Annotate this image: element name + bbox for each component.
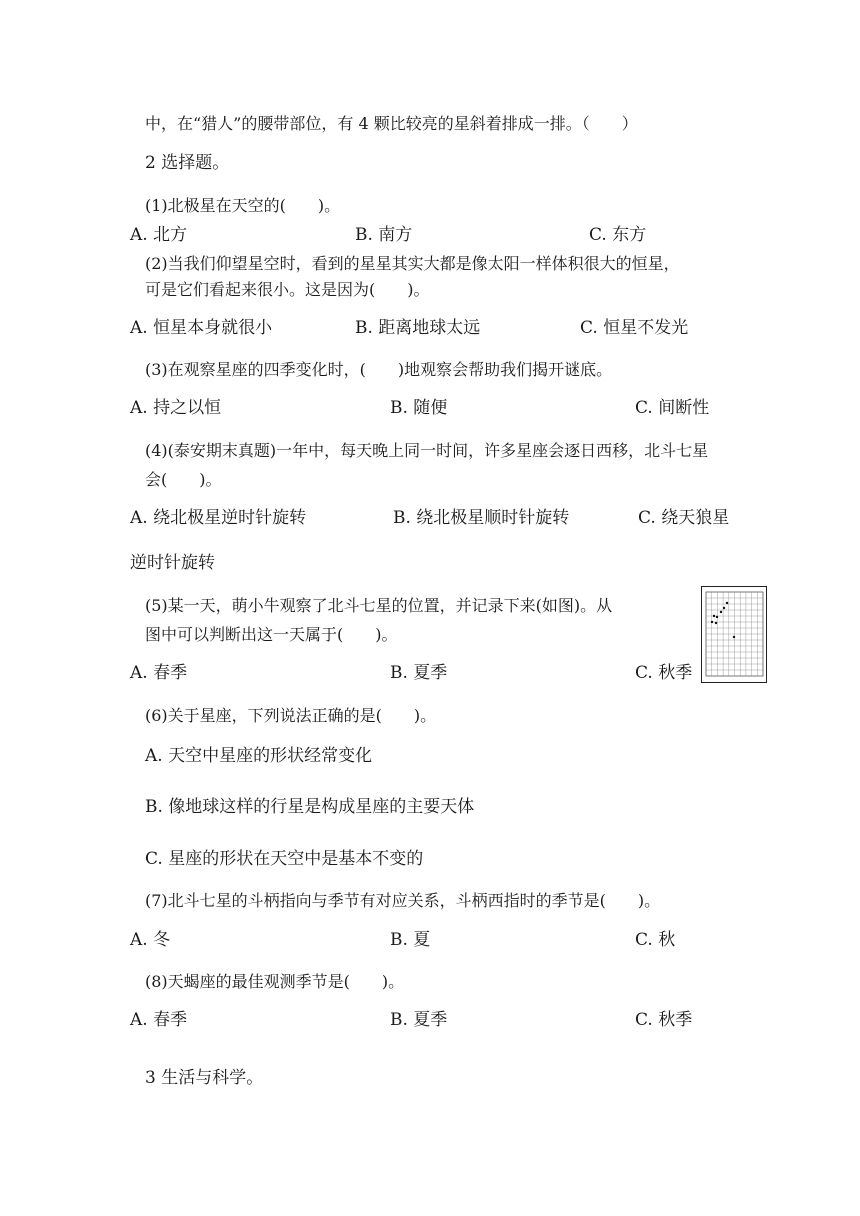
q1-option-c[interactable]: C. 东方 [589,225,647,245]
q3-option-b[interactable]: B. 随便 [390,398,448,418]
q2-option-c[interactable]: C. 恒星不发光 [580,318,689,338]
q2-option-a[interactable]: A. 恒星本身就很小 [130,318,273,338]
question-8-label: (8)天蝎座的最佳观测季节是( )。 [145,972,405,991]
q5-option-a[interactable]: A. 春季 [130,663,188,683]
q6-option-a[interactable]: A. 天空中星座的形状经常变化 [145,746,373,766]
question-1-label: (1)北极星在天空的( )。 [145,196,341,215]
q3-option-a[interactable]: A. 持之以恒 [130,398,222,418]
question-5-line-2: 图中可以判断出这一天属于( )。 [145,625,398,644]
q6-option-c[interactable]: C. 星座的形状在天空中是基本不变的 [145,849,424,869]
question-6-label: (6)关于星座，下列说法正确的是( )。 [145,706,437,725]
question-4-line-2: 会( )。 [145,470,222,489]
q1-option-b[interactable]: B. 南方 [355,225,413,245]
q4-option-a[interactable]: A. 绕北极星逆时针旋转 [130,508,307,528]
q4-option-c-wrap: 逆时针旋转 [130,553,215,573]
big-dipper-star-grid-figure [701,586,767,683]
q7-option-c[interactable]: C. 秋 [635,930,676,950]
q2-option-b[interactable]: B. 距离地球太远 [355,318,481,338]
q6-option-b[interactable]: B. 像地球这样的行星是构成星座的主要天体 [145,797,475,817]
q7-option-a[interactable]: A. 冬 [130,930,171,950]
question-2-line-2: 可是它们看起来很小。这是因为( )。 [145,280,430,299]
question-7-label: (7)北斗七星的斗柄指向与季节有对应关系，斗柄西指时的季节是( )。 [145,891,661,910]
section-2-title: 2 选择题。 [145,153,230,173]
q7-option-b[interactable]: B. 夏 [390,930,431,950]
question-4-label: (4)(泰安期末真题)一年中，每天晚上同一时间，许多星座会逐日西移，北斗七星 [145,441,709,460]
q4-option-c[interactable]: C. 绕天狼星 [638,508,730,528]
section-3-title: 3 生活与科学。 [145,1068,264,1088]
question-5-label: (5)某一天，萌小牛观察了北斗七星的位置，并记录下来(如图)。从 [145,596,613,615]
question-3-label: (3)在观察星座的四季变化时，( )地观察会帮助我们揭开谜底。 [145,360,613,379]
question-2-label: (2)当我们仰望星空时，看到的星星其实大都是像太阳一样体积很大的恒星， [145,254,680,273]
q8-option-b[interactable]: B. 夏季 [390,1010,448,1030]
q8-option-c[interactable]: C. 秋季 [635,1010,693,1030]
q3-option-c[interactable]: C. 间断性 [635,398,710,418]
q5-option-b[interactable]: B. 夏季 [390,663,448,683]
q8-option-a[interactable]: A. 春季 [130,1010,188,1030]
q4-option-b[interactable]: B. 绕北极星顺时针旋转 [393,508,570,528]
q5-option-c[interactable]: C. 秋季 [635,663,693,683]
intro-line: 中，在“猎人”的腰带部位，有 4 颗比较亮的星斜着排成一排。（ ） [145,114,638,133]
q1-option-a[interactable]: A. 北方 [130,225,188,245]
